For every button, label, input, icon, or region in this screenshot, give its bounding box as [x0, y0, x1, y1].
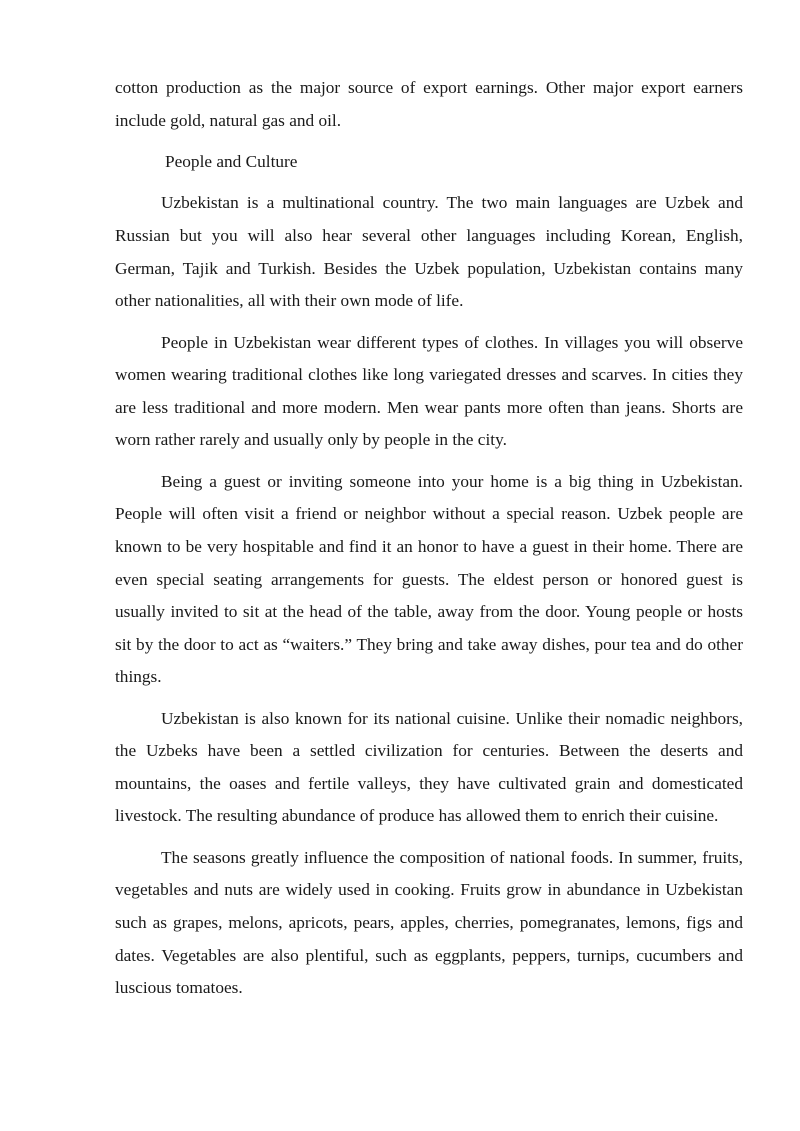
paragraph-cuisine: Uzbekistan is also known for its national cuisine. Unlike their nomadic neighbors, the Uzbeks have been a settled civilization for centuries. Between the deserts and mountains, the oases and fertile valleys, they have cultivated grain and domesticated livestock. The resulting abundance of produce has allowed them to enrich their cuisine.	[115, 708, 743, 826]
paragraph-languages: Uzbekistan is a multinational country. The two main languages are Uzbek and Russian but you will also hear several other languages including Korean, English, German, Tajik and Turkish. Besides the Uzbek population, Uzbekistan contains many other nationalities, all with their own mode of life.	[115, 193, 743, 311]
document-body	[115, 72, 743, 1014]
paragraph-continuation: cotton production as the major source of export earnings. Other major export earners include gold, natural gas and oil.	[115, 78, 743, 130]
section-heading: People and Culture	[165, 151, 298, 171]
paragraph-seasons: The seasons greatly influence the composition of national foods. In summer, fruits, vegetables and nuts are widely used in cooking. Fruits grow in abundance in Uzbekistan such as grapes, melons, apricots, pears, apples, cherries, pomegranates, lemons, figs and dates. Vegetables are also plentiful, such as eggplants, peppers, turnips, cucumbers and luscious tomatoes.	[115, 847, 743, 998]
paragraph-hospitality: Being a guest or inviting someone into your home is a big thing in Uzbekistan. People will often visit a friend or neighbor without a special reason. Uzbek people are known to be very hospitable and find it an honor to have a guest in their home. There are even special seating arrangements for guests. The eldest person or honored guest is usually invited to sit at the head of the table, away from the door. Young people or hosts sit by the door to act as “waiters.” They bring and take away dishes, pour tea and do other things.	[115, 471, 743, 687]
paragraph-clothes: People in Uzbekistan wear different types of clothes. In villages you will observe women wearing traditional clothes like long variegated dresses and scarves. In cities they are less traditional and more modern. Men wear pants more often than jeans. Shorts are worn rather rarely and usually only by people in the city.	[115, 332, 743, 450]
